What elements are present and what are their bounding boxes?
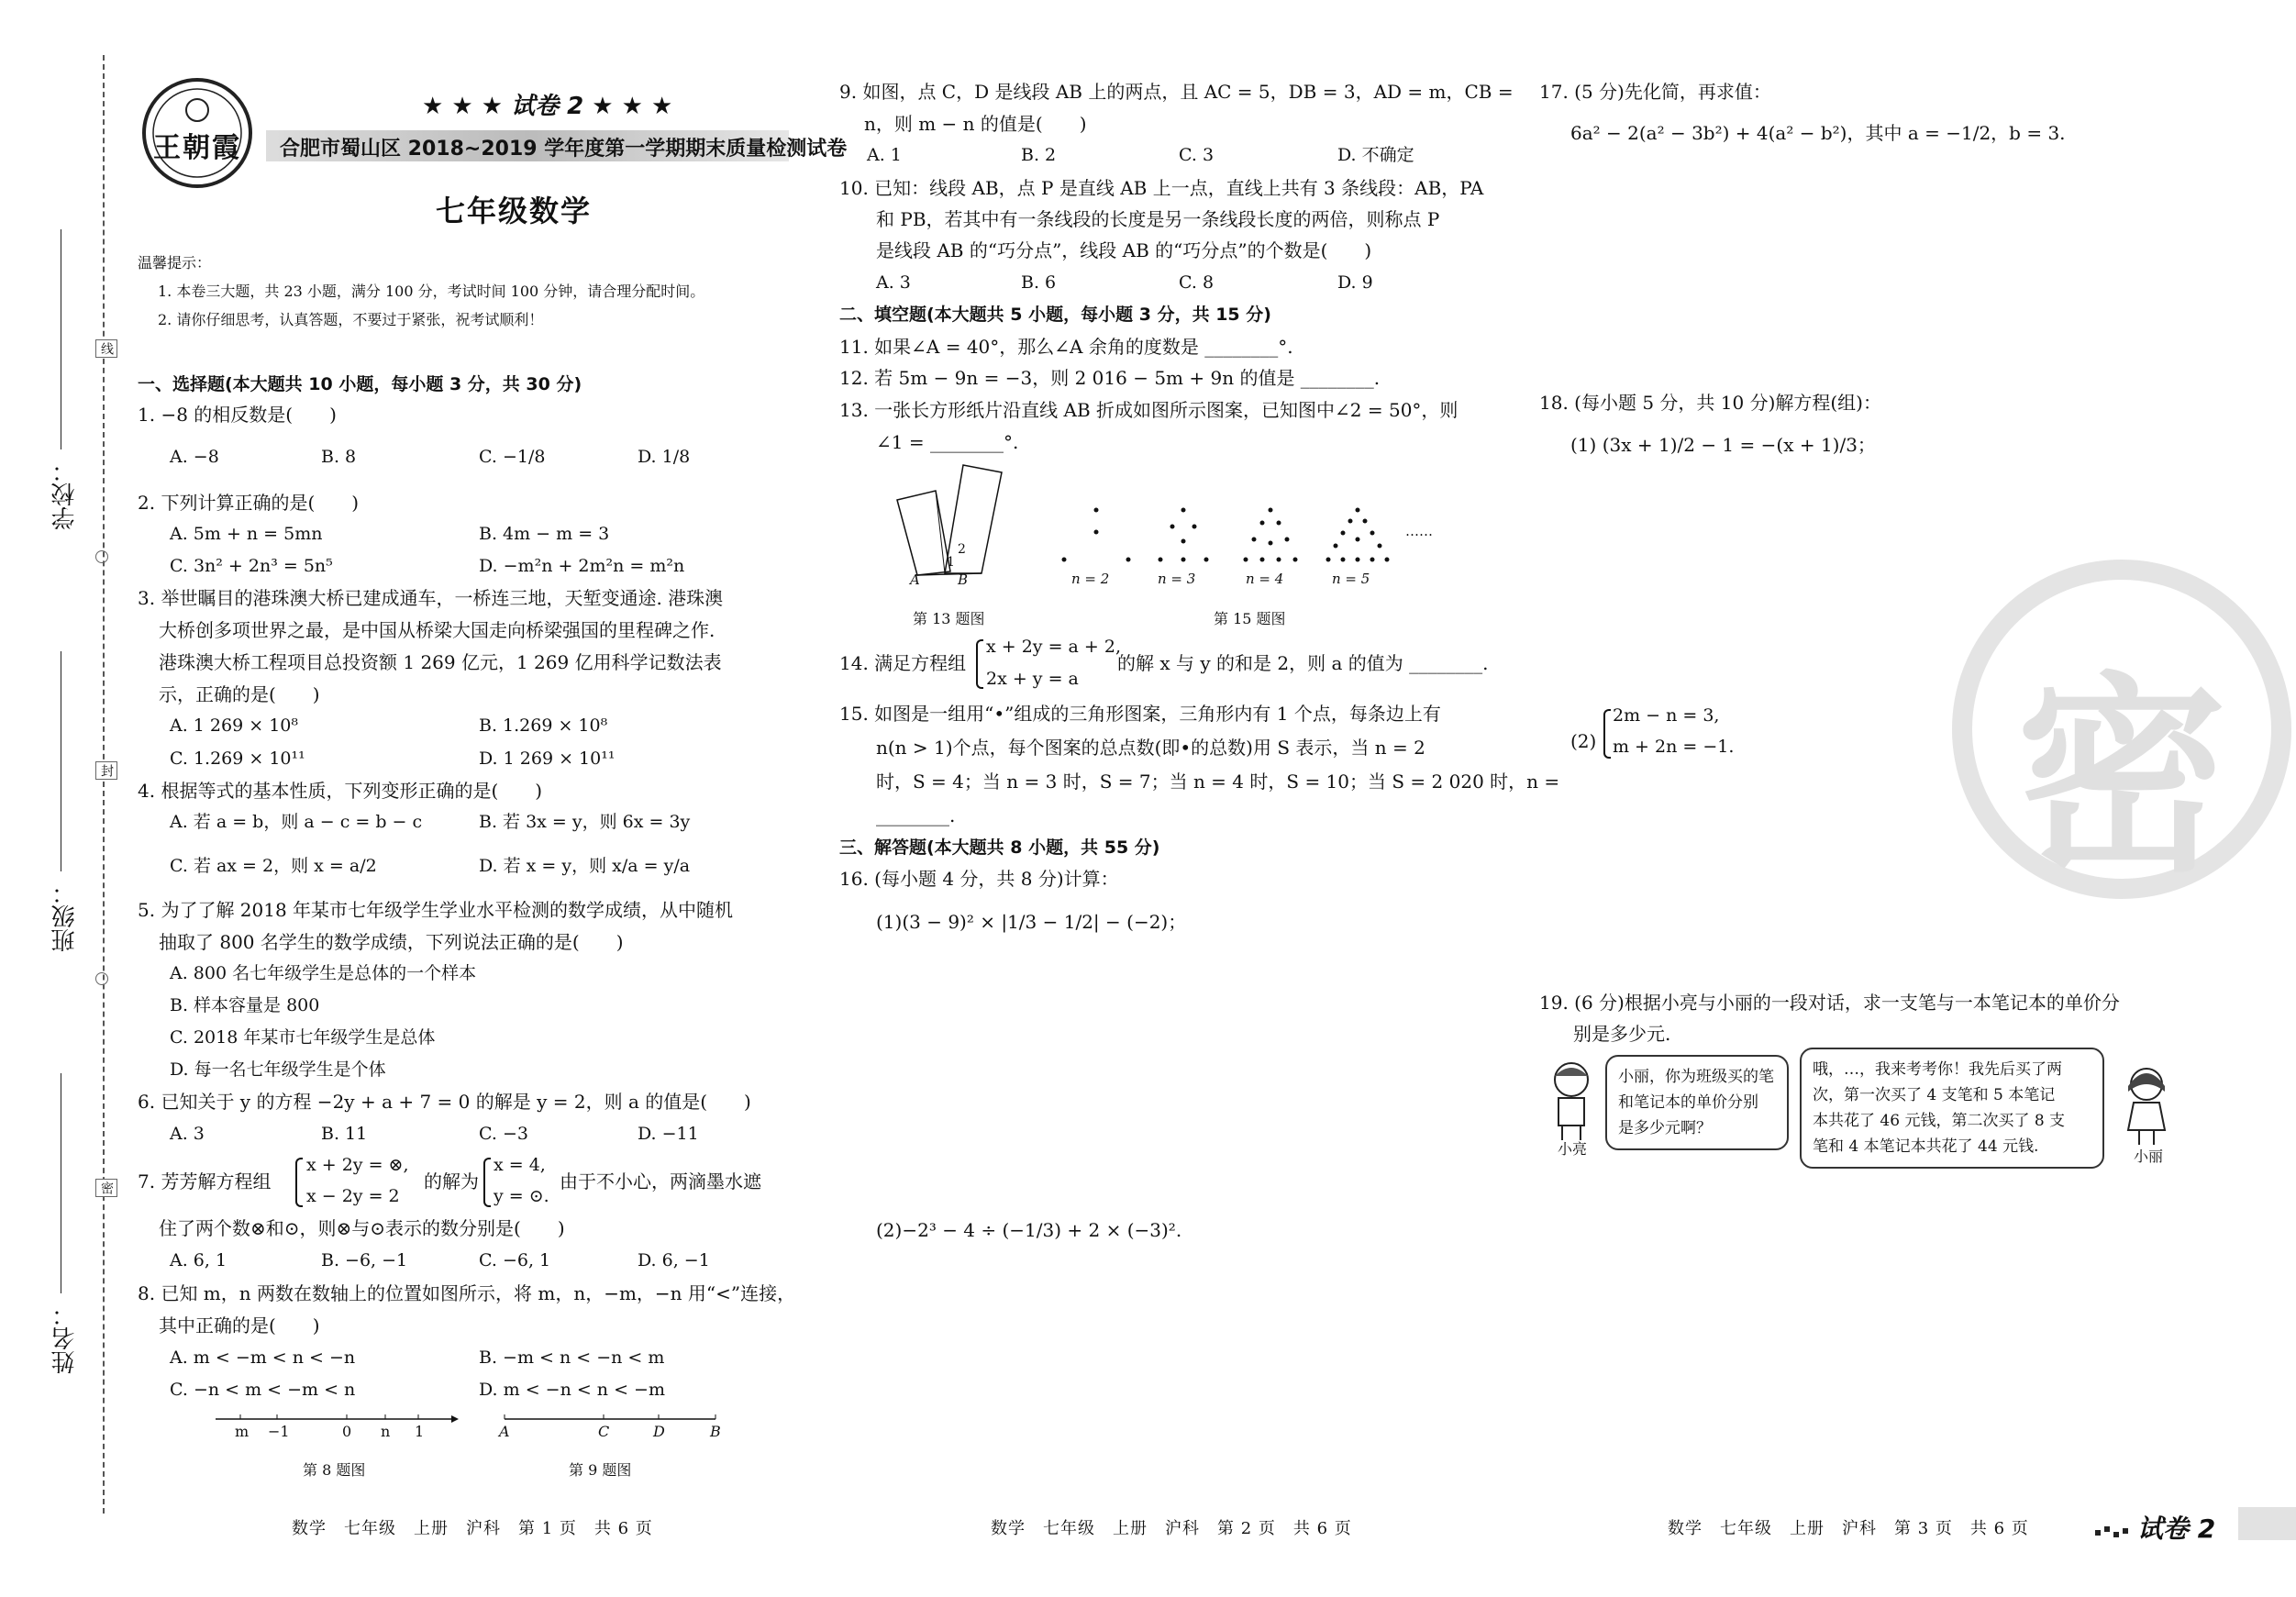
q18-stem: 18. (每小题 5 分，共 10 分)解方程(组)：: [1539, 392, 1881, 414]
fig15-ellipsis: ……: [1405, 523, 1433, 539]
q7-system-brace: [295, 1158, 303, 1207]
figure-9-segment: [495, 1408, 725, 1463]
q3-line-3: 港珠澳大桥工程项目总投资额 1 269 亿元，1 269 亿用科学记数法表: [159, 651, 722, 673]
exam-title: 合肥市蜀山区 2018~2019 学年度第一学期期末质量检测试卷: [280, 138, 848, 161]
q19-line-2: 别是多少元.: [1573, 1023, 1671, 1045]
q7-prefix: 7. 芳芳解方程组: [138, 1170, 272, 1192]
confidential-watermark: [1952, 560, 2291, 899]
seal-word-xian: 线: [95, 339, 117, 358]
q14-system-eq1: x + 2y = a + 2,: [986, 637, 1121, 657]
q9-line-1: 9. 如图，点 C，D 是线段 AB 上的两点，且 AC = 5，DB = 3，AD = m，CB =: [839, 81, 1514, 103]
q7-option-b: B. −6, −1: [321, 1250, 408, 1270]
fig9-point-d: D: [653, 1423, 665, 1440]
girl-name: 小丽: [2134, 1148, 2164, 1165]
boy-speech-line-3: 是多少元啊？: [1618, 1119, 1712, 1137]
figure-8-caption: 第 8 题图: [303, 1461, 366, 1479]
section-solve-heading: 三、解答题(本大题共 8 小题，共 55 分): [839, 837, 1160, 858]
boy-speech-bubble: [1605, 1055, 1789, 1150]
girl-speech-line-4: 笔和 4 本笔记本共花了 44 元钱.: [1813, 1137, 2039, 1156]
footer-corner-label: 试卷 2: [2137, 1514, 2216, 1544]
q4-option-c: C. 若 ax = 2，则 x = a/2: [170, 856, 377, 876]
q6-option-a: A. 3: [170, 1124, 205, 1144]
girl-speech-line-1: 哦，…，我来考考你！我先后买了两: [1813, 1060, 2062, 1079]
q13-line-1: 13. 一张长方形纸片沿直线 AB 折成如图所示图案，已知图中∠2 = 50°，则: [839, 399, 1459, 421]
fig8-tick-1: 1: [415, 1423, 425, 1440]
q11-text: 11. 如果∠A = 40°，那么∠A 余角的度数是 ________°.: [839, 336, 1293, 358]
q17-expression: 6a² − 2(a² − 3b²) + 4(a² − b²)，其中 a = −1/2，b = 3.: [1570, 122, 2066, 144]
q7-postfix: 由于不小心，两滴墨水遮: [560, 1170, 761, 1192]
q3-line-2: 大桥创多项世界之最，是中国从桥梁大国走向桥梁强国的里程碑之作.: [159, 619, 715, 641]
seal-word-feng: 封: [95, 761, 117, 780]
seal-word-mi: 密: [95, 1179, 117, 1197]
fig15-label-n3: n = 3: [1158, 571, 1196, 587]
tip-1: 1. 本卷三大题，共 23 小题，满分 100 分，考试时间 100 分钟，请合理分配时间。: [158, 283, 705, 300]
q6-option-b: B. 11: [321, 1124, 368, 1144]
section-choice-heading: 一、选择题(本大题共 10 小题，每小题 3 分，共 30 分): [138, 374, 582, 394]
q9-option-a: A. 1: [867, 145, 902, 165]
q7-line-2: 住了两个数⊗和⊙，则⊗与⊙表示的数分别是( ): [159, 1217, 565, 1239]
q8-line-1: 8. 已知 m，n 两数在数轴上的位置如图所示，将 m，n，−m，−n 用“<”连接，: [138, 1282, 796, 1304]
q7-solution-1: x = 4,: [494, 1155, 546, 1175]
figure-8-number-line: [211, 1408, 459, 1463]
fig8-tick-n: n: [381, 1423, 391, 1440]
q10-line-1: 10. 已知：线段 AB，点 P 是直线 AB 上一点，直线上共有 3 条线段：AB，PA: [839, 177, 1484, 199]
q5-option-c: C. 2018 年某市七年级学生是总体: [170, 1027, 436, 1048]
q10-option-c: C. 8: [1179, 272, 1215, 293]
fig8-tick-m: m: [235, 1423, 250, 1440]
q5-option-b: B. 样本容量是 800: [170, 995, 320, 1015]
footer-page-1: 数学 七年级 上册 沪科 第 1 页 共 6 页: [292, 1519, 653, 1538]
q17-stem: 17. (5 分)先化简，再求值：: [1539, 81, 1771, 103]
q1-option-a: A. −8: [170, 447, 219, 467]
name-label: 姓名：: [51, 1303, 79, 1374]
girl-speech-line-3: 本共花了 46 元钱，第二次买了 8 支: [1813, 1112, 2066, 1130]
q1-stem: 1. −8 的相反数是( ): [138, 404, 337, 426]
watermark-glyph: 密: [2015, 656, 2227, 901]
figure-13-caption: 第 13 题图: [913, 610, 985, 627]
binding-dashed-line: [103, 55, 105, 1514]
footer-corner-dots: [2095, 1523, 2132, 1537]
q1-option-b: B. 8: [321, 447, 357, 467]
fig9-point-b: B: [710, 1423, 721, 1440]
q9-line-2: n，则 m − n 的值是( ): [864, 113, 1087, 135]
boy-name: 小亮: [1558, 1140, 1588, 1158]
q6-option-d: D. −11: [638, 1124, 699, 1144]
q10-option-a: A. 3: [876, 272, 911, 293]
q4-option-d: D. 若 x = y，则 x/a = y/a: [479, 856, 691, 876]
paper-label: ★ ★ ★ 试卷 2 ★ ★ ★: [422, 93, 673, 120]
q5-line-1: 5. 为了了解 2018 年某市七年级学生学业水平检测的数学成绩，从中随机: [138, 899, 734, 921]
q3-option-a: A. 1 269 × 10⁸: [170, 715, 298, 736]
q14-system-brace: [976, 639, 983, 689]
q3-option-c: C. 1.269 × 10¹¹: [170, 749, 305, 769]
q5-option-a: A. 800 名七年级学生是总体的一个样本: [170, 963, 477, 983]
q2-option-b: B. 4m − m = 3: [479, 524, 610, 544]
figure-9-caption: 第 9 题图: [569, 1461, 632, 1479]
q6-stem: 6. 已知关于 y 的方程 −2y + a + 7 = 0 的解是 y = 2，则 a 的值是( ): [138, 1091, 751, 1113]
q19-line-1: 19. (6 分)根据小亮与小丽的一段对话，求一支笔与一本笔记本的单价分: [1539, 992, 2120, 1014]
q15-line-3: 时，S = 4；当 n = 3 时，S = 7；当 n = 4 时，S = 10；当 S = 2 020 时，n =: [876, 771, 1560, 793]
q5-option-d: D. 每一名七年级学生是个体: [170, 1059, 386, 1080]
q3-option-b: B. 1.269 × 10⁸: [479, 715, 608, 736]
tips-title: 温馨提示：: [138, 254, 212, 272]
q14-prefix: 14. 满足方程组: [839, 652, 967, 674]
q2-option-a: A. 5m + n = 5mn: [170, 524, 323, 544]
q18-system-eq1: 2m − n = 3,: [1613, 705, 1720, 726]
q10-option-d: D. 9: [1337, 272, 1373, 293]
fig13-angle-2: 2: [958, 542, 966, 557]
q15-line-2: n(n > 1)个点，每个图案的总点数(即•的总数)用 S 表示，当 n = 2: [876, 737, 1425, 759]
q3-line-4: 示，正确的是( ): [159, 683, 320, 705]
q16-part-1: (1)(3 − 9)² × |1/3 − 1/2| − (−2)；: [876, 911, 1187, 933]
q10-line-2: 和 PB，若其中有一条线段的长度是另一条线段长度的两倍，则称点 P: [876, 208, 1440, 230]
q4-stem: 4. 根据等式的基本性质，下列变形正确的是( ): [138, 780, 543, 802]
q2-stem: 2. 下列计算正确的是( ): [138, 492, 360, 514]
tip-2: 2. 请你仔细思考，认真答题，不要过于紧张，祝考试顺利！: [158, 311, 544, 328]
fig15-label-n4: n = 4: [1246, 571, 1284, 587]
figure-15-caption: 第 15 题图: [1214, 610, 1286, 627]
q4-option-a: A. 若 a = b，则 a − c = b − c: [170, 812, 423, 832]
q6-option-c: C. −3: [479, 1124, 528, 1144]
q9-option-c: C. 3: [1179, 145, 1215, 165]
girl-avatar: [2119, 1064, 2174, 1147]
footer-page-2: 数学 七年级 上册 沪科 第 2 页 共 6 页: [991, 1519, 1352, 1538]
fig8-tick-0: 0: [342, 1423, 352, 1440]
figure-15-dot-patterns: [1055, 505, 1449, 596]
girl-speech-line-2: 次，第一次买了 4 支笔和 5 本笔记: [1813, 1086, 2056, 1104]
q7-option-c: C. −6, 1: [479, 1250, 551, 1270]
q10-option-b: B. 6: [1021, 272, 1057, 293]
q12-text: 12. 若 5m − 9n = −3，则 2 016 − 5m + 9n 的值是 ________.: [839, 367, 1381, 389]
section-fill-heading: 二、填空题(本大题共 5 小题，每小题 3 分，共 15 分): [839, 305, 1271, 325]
q18-system-eq2: m + 2n = −1.: [1613, 737, 1735, 757]
school-label: 学校：: [51, 459, 79, 530]
q3-line-1: 3. 举世瞩目的港珠澳大桥已建成通车，一桥连三地，天堑变通途. 港珠澳: [138, 587, 724, 609]
fig9-point-c: C: [598, 1423, 610, 1440]
q7-system-eq1: x + 2y = ⊗,: [306, 1155, 409, 1175]
q1-option-d: D. 1/8: [638, 447, 691, 467]
q7-option-d: D. 6, −1: [638, 1250, 710, 1270]
q9-option-d: D. 不确定: [1337, 145, 1414, 165]
brand-name: 王朝霞: [153, 132, 241, 164]
q18-part-1: (1) (3x + 1)/2 − 1 = −(x + 1)/3；: [1570, 434, 1876, 456]
q7-solution-brace: [483, 1158, 491, 1207]
q16-stem: 16. (每小题 4 分，共 8 分)计算：: [839, 868, 1119, 890]
fig13-label-a: A: [910, 571, 920, 588]
q18-part-2-prefix: (2): [1570, 730, 1597, 752]
girl-speech-bubble: [1800, 1048, 2104, 1169]
q3-option-d: D. 1 269 × 10¹¹: [479, 749, 616, 769]
q9-option-b: B. 2: [1021, 145, 1057, 165]
fig9-point-a: A: [499, 1423, 510, 1440]
q13-line-2: ∠1 = ________°.: [876, 431, 1019, 453]
q5-line-2: 抽取了 800 名学生的数学成绩，下列说法正确的是( ): [159, 931, 624, 953]
boy-speech-line-1: 小丽，你为班级买的笔: [1618, 1068, 1774, 1086]
q8-option-c: C. −n < m < −m < n: [170, 1380, 356, 1400]
fig8-tick-neg1: −1: [268, 1423, 290, 1440]
q7-option-a: A. 6, 1: [170, 1250, 227, 1270]
footer-page-3: 数学 七年级 上册 沪科 第 3 页 共 6 页: [1668, 1519, 2029, 1538]
q15-line-4: ________.: [876, 804, 956, 826]
q10-line-3: 是线段 AB 的“巧分点”，线段 AB 的“巧分点”的个数是( ): [876, 239, 1372, 261]
q16-part-2: (2)−2³ − 4 ÷ (−1/3) + 2 × (−3)².: [876, 1219, 1182, 1241]
q18-system-brace: [1603, 709, 1611, 759]
q2-option-d: D. −m²n + 2m²n = m²n: [479, 556, 685, 576]
fig15-label-n5: n = 5: [1332, 571, 1370, 587]
q4-option-b: B. 若 3x = y，则 6x = 3y: [479, 812, 691, 832]
q8-line-2: 其中正确的是( ): [159, 1314, 320, 1336]
boy-speech-line-2: 和笔记本的单价分别: [1618, 1093, 1758, 1112]
brand-logo: [138, 73, 257, 193]
binding-circle-mark: [95, 972, 108, 985]
binding-circle-mark: [95, 550, 108, 563]
fig13-angle-1: 1: [947, 555, 955, 570]
q8-option-a: A. m < −m < n < −n: [170, 1347, 356, 1368]
fig15-label-n2: n = 2: [1071, 571, 1110, 587]
q15-line-1: 15. 如图是一组用“•”组成的三角形图案，三角形内有 1 个点，每条边上有: [839, 703, 1441, 725]
figure-13-folded-paper: [890, 463, 1018, 592]
boy-avatar: [1544, 1059, 1599, 1142]
q8-option-d: D. m < −n < n < −m: [479, 1380, 665, 1400]
q7-middle: 的解为: [424, 1170, 479, 1192]
subject-title: 七年级数学: [436, 194, 593, 228]
q8-option-b: B. −m < n < −n < m: [479, 1347, 665, 1368]
class-label: 班级：: [51, 881, 79, 952]
q14-postfix: 的解 x 与 y 的和是 2，则 a 的值为 ________.: [1117, 652, 1489, 674]
q14-system-eq2: 2x + y = a: [986, 669, 1079, 689]
q2-option-c: C. 3n² + 2n³ = 5n⁵: [170, 556, 333, 576]
fig13-label-b: B: [958, 571, 969, 588]
q7-system-eq2: x − 2y = 2: [306, 1186, 400, 1206]
footer-corner-band: [2238, 1507, 2296, 1540]
q7-solution-2: y = ⊙.: [494, 1186, 549, 1206]
q1-option-c: C. −1/8: [479, 447, 546, 467]
